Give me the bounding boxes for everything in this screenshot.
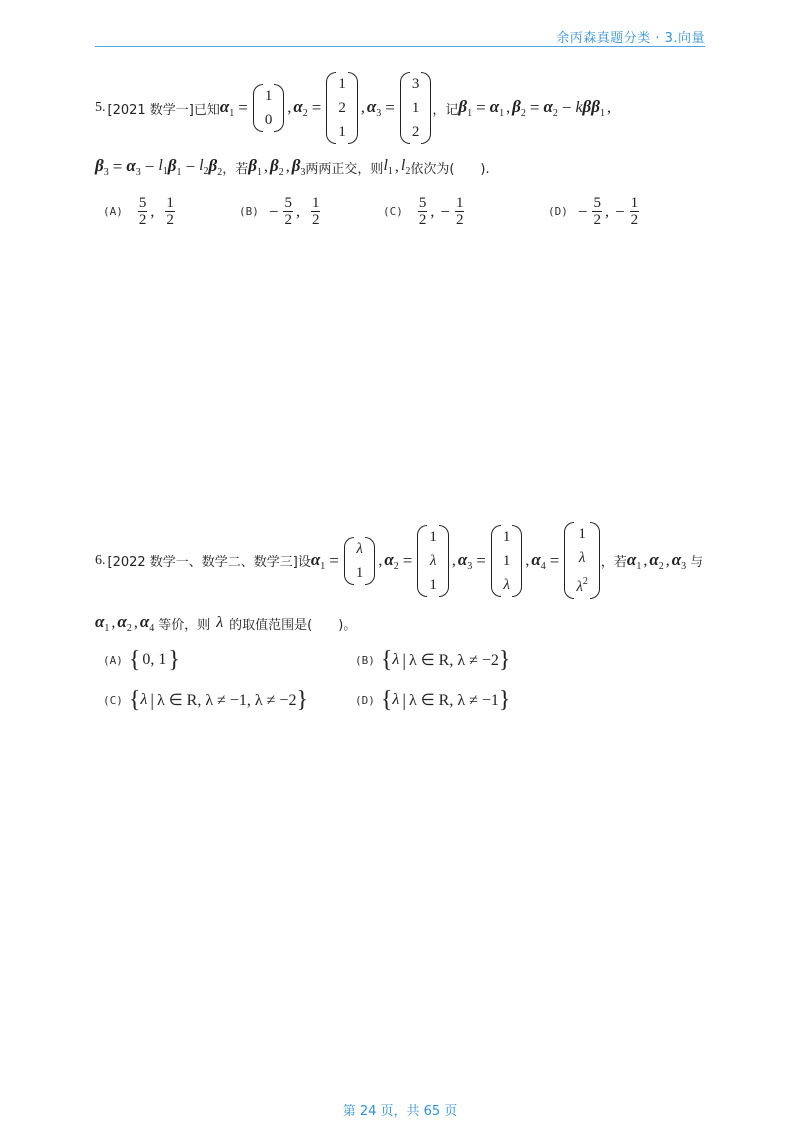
q6-ruo: ，若 [600, 555, 627, 570]
q5-source: [2021 数学一] [107, 102, 194, 118]
q5-ji: ，记 [432, 102, 459, 118]
header-title: 余丙森真题分类 · 3.向量 [556, 31, 705, 46]
q6-equiv: 等价，则 [158, 617, 211, 633]
q5-option-c: (C) $\frac{5}{2}$ , − $\frac{1}{2}$ [383, 195, 464, 228]
q6-alpha4-vector: 1 λ $\lambda^2$ [564, 522, 600, 599]
q6-option-d: (D) { λ | λ ∈ R, λ ≠ −1 } [355, 687, 511, 713]
q6-alpha2-vector: 1 λ 1 [417, 525, 449, 597]
q5-option-a: (A) $\frac{5}{2}$ , $\frac{1}{2}$ [103, 195, 174, 228]
q6-she: 设 [297, 555, 311, 570]
alpha1-vector: 1 0 [253, 84, 285, 132]
q6-option-b: (B) { λ | λ ∈ R, λ ≠ −2 } [355, 647, 511, 673]
q6-line-1: 6. [2022 数学一、数学二、数学三] 设 $\alpha_1$ = λ 1 , $\alpha_2$ = 1 λ 1 , $\alpha_3$ = 1 1 λ , $\alpha_4$ = 1 λ $\lambda^2$ ，若 $\alpha_1$ , $\alpha_2$ , $\alpha_3$ 与 [95, 522, 703, 599]
alpha2-vector: 1 2 1 [326, 72, 358, 144]
alpha2: $\alpha_2$ [293, 97, 308, 119]
q6-source: [2022 数学一、数学二、数学三] [107, 555, 298, 570]
q5-line-1: 5. [2021 数学一] 已知 $\alpha_1$ = 1 0 , $\alpha_2$ = 1 2 1 , $\alpha_3$ = 3 1 2 ，记 $\beta_1$ = $\alpha_1$ , $\beta_2$ = $\alpha_2$ − k $\beta\beta_1$ , [95, 72, 613, 144]
q5-option-d: (D) − $\frac{5}{2}$ , − $\frac{1}{2}$ [548, 195, 639, 228]
q5-number: 5. [95, 100, 106, 115]
q6-alpha3-vector: 1 1 λ [491, 525, 523, 597]
q5-ruo: ，若 [222, 161, 249, 177]
header-rule [95, 46, 705, 47]
q6-alpha1-vector: λ 1 [344, 537, 376, 585]
page-footer: 第 24 页，共 65 页 [342, 1104, 458, 1119]
q5-yizhi: 已知 [193, 102, 220, 118]
alpha1: $\alpha_1$ [219, 97, 235, 119]
q6-number: 6. [95, 552, 106, 568]
q5-option-b: (B) − $\frac{5}{2}$ , $\frac{1}{2}$ [239, 195, 320, 228]
q5-order: 依次为( ). [410, 161, 490, 177]
alpha3: $\alpha_3$ [366, 97, 382, 119]
q5-orth: 两两正交，则 [305, 161, 384, 177]
q6-option-c: (C) { λ | λ ∈ R, λ ≠ −1, λ ≠ −2 } [103, 687, 308, 713]
q5-line-2: $\beta_3$ = $\alpha_3$ − $l_1$ $\beta_1$ − $l_2$ $\beta_2$ ，若 $\beta_1$ , $\beta_2$ , $\beta_3$ 两两正交，则 $l_1$ , $l_2$ 依次为( ). [95, 156, 490, 178]
q6-line-2: $\alpha_1$ , $\alpha_2$ , $\alpha_4$ 等价，则 λ 的取值范围是( )。 [95, 612, 357, 634]
q6-option-a: (A) { 0, 1 } [103, 647, 180, 673]
alpha3-vector: 3 1 2 [400, 72, 432, 144]
q6-range: 的取值范围是( )。 [229, 617, 357, 633]
q6-yu: 与 [690, 555, 704, 570]
